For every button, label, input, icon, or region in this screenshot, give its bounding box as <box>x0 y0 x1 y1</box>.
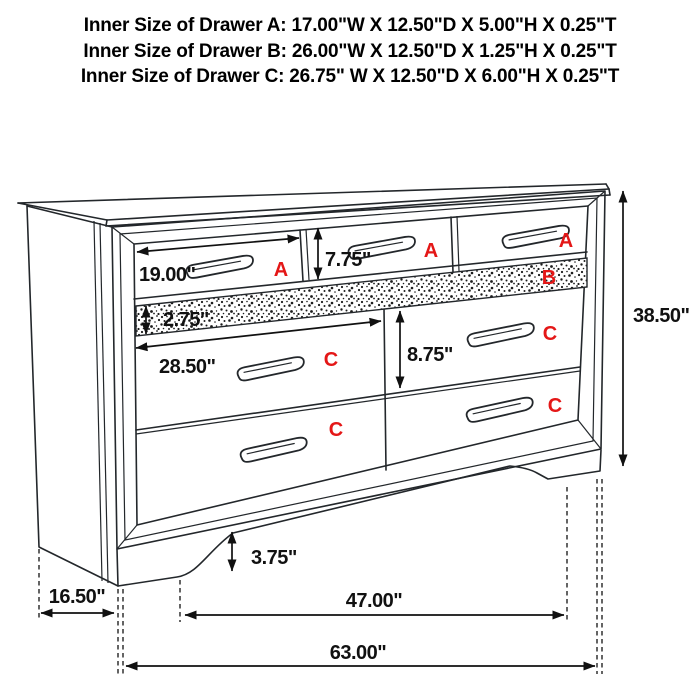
svg-text:19.00": 19.00" <box>139 264 196 286</box>
drawer-a1-label: A <box>273 259 289 281</box>
svg-text:28.50": 28.50" <box>159 356 216 378</box>
drawer-c2-label: C <box>542 323 558 345</box>
spec-line-drawer-c: Inner Size of Drawer C: 26.75" W X 12.50"D X 6.00"H X 0.25"T <box>80 66 620 87</box>
svg-text:3.75": 3.75" <box>251 547 297 569</box>
dim-drawer-c-height <box>400 311 453 388</box>
dim-overall-width <box>126 642 595 666</box>
drawer-c1-label: C <box>323 349 339 371</box>
svg-text:2.75": 2.75" <box>163 309 209 331</box>
dim-leg-height <box>232 532 297 571</box>
drawer-handles <box>186 225 570 463</box>
drawer-b-label: B <box>541 267 557 289</box>
extension-lines <box>39 479 602 674</box>
drawer-c4-label: C <box>328 419 344 441</box>
drawer-a3-label: A <box>558 230 574 252</box>
dim-overall-height <box>623 191 690 466</box>
drawer-c3-label: C <box>547 395 563 417</box>
drawer-c3-handle-icon <box>465 397 534 423</box>
svg-text:47.00": 47.00" <box>345 590 403 612</box>
svg-text:16.50": 16.50" <box>48 586 106 608</box>
spec-line-drawer-b: Inner Size of Drawer B: 26.00"W X 12.50"D X 1.25"H X 0.25"T <box>83 40 617 62</box>
drawer-c4-handle-icon <box>239 437 308 463</box>
dim-drawer-a-height <box>318 228 371 279</box>
drawer-a2-label: A <box>423 240 439 262</box>
svg-text:38.50": 38.50" <box>633 305 690 327</box>
spec-line-drawer-a: Inner Size of Drawer A: 17.00"W X 12.50"D X 5.00"H X 0.25"T <box>83 15 617 36</box>
dim-side-depth <box>41 586 114 613</box>
svg-text:63.00": 63.00" <box>329 642 387 664</box>
svg-text:8.75": 8.75" <box>407 344 453 366</box>
dresser-base-and-feet <box>117 450 601 586</box>
dim-between-legs-width <box>185 590 564 615</box>
dresser-left-side-panel <box>27 206 118 586</box>
drawer-c1-handle-icon <box>237 356 306 381</box>
svg-text:7.75": 7.75" <box>325 249 371 271</box>
drawer-a1-handle-icon <box>186 255 254 278</box>
drawer-c2-handle-icon <box>467 322 536 347</box>
